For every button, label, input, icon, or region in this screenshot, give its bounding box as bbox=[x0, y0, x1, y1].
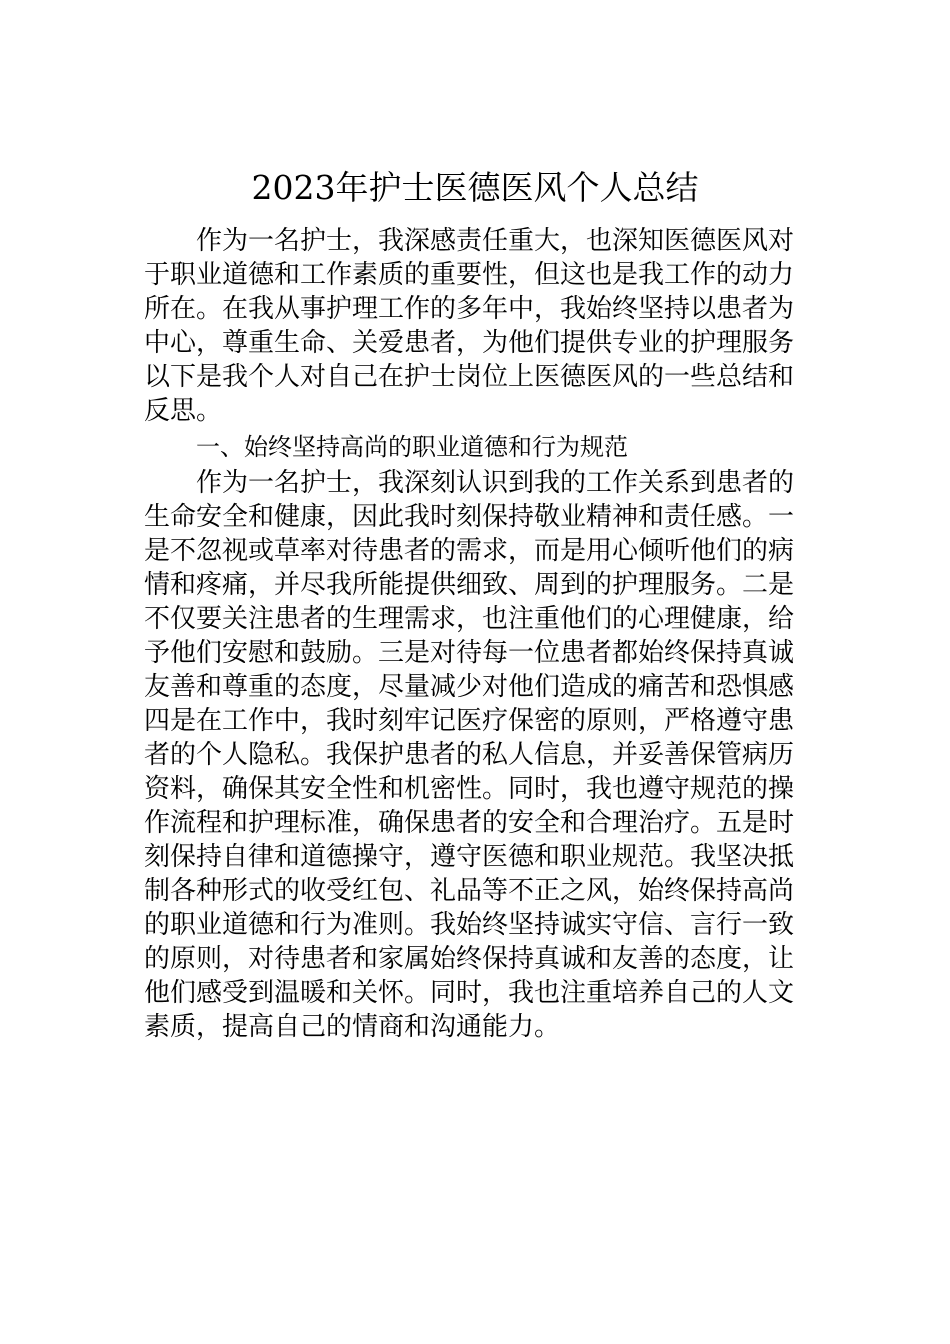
text-line: 素质，提高自己的情商和沟通能力。 bbox=[144, 1012, 561, 1042]
text-line: 于职业道德和工作素质的重要性，但这也是我工作的动力 bbox=[144, 260, 795, 290]
section-heading: 一、始终坚持高尚的职业道德和行为规范 bbox=[196, 433, 628, 461]
text-line: 作流程和护理标准，确保患者的安全和合理治疗。五是时 bbox=[144, 808, 795, 838]
text-line: 以下是我个人对自己在护士岗位上医德医风的一些总结和 bbox=[144, 362, 795, 392]
text-line: 他们感受到温暖和关怀。同时，我也注重培养自己的人文 bbox=[144, 978, 795, 1008]
text-line: 的原则，对待患者和家属始终保持真诚和友善的态度，让 bbox=[144, 944, 795, 974]
text-line: 是不忽视或草率对待患者的需求，而是用心倾听他们的病 bbox=[144, 536, 795, 566]
text-line: 予他们安慰和鼓励。三是对待每一位患者都始终保持真诚 bbox=[144, 638, 795, 668]
text-line: 资料，确保其安全性和机密性。同时，我也遵守规范的操 bbox=[144, 774, 795, 804]
text-line: 反思。 bbox=[144, 396, 223, 426]
text-line: 刻保持自律和道德操守，遵守医德和职业规范。我坚决抵 bbox=[144, 842, 795, 872]
text-line: 中心，尊重生命、关爱患者，为他们提供专业的护理服务 bbox=[144, 328, 795, 358]
text-line: 不仅要关注患者的生理需求，也注重他们的心理健康，给 bbox=[144, 604, 795, 634]
text-line: 四是在工作中，我时刻牢记医疗保密的原则，严格遵守患 bbox=[144, 706, 795, 736]
text-line: 者的个人隐私。我保护患者的私人信息，并妥善保管病历 bbox=[144, 740, 795, 770]
text-line: 作为一名护士，我深刻认识到我的工作关系到患者的 bbox=[196, 468, 795, 498]
text-line: 的职业道德和行为准则。我始终坚持诚实守信、言行一致 bbox=[144, 910, 795, 940]
text-line: 所在。在我从事护理工作的多年中，我始终坚持以患者为 bbox=[144, 294, 795, 324]
document-title: 2023年护士医德医风个人总结 bbox=[251, 168, 699, 207]
text-line: 情和疼痛，并尽我所能提供细致、周到的护理服务。二是 bbox=[144, 570, 795, 600]
text-line: 制各种形式的收受红包、礼品等不正之风，始终保持高尚 bbox=[144, 876, 795, 906]
text-line: 生命安全和健康，因此我时刻保持敬业精神和责任感。一 bbox=[144, 502, 795, 532]
text-line: 作为一名护士，我深感责任重大，也深知医德医风对 bbox=[196, 226, 795, 256]
text-line: 友善和尊重的态度，尽量减少对他们造成的痛苦和恐惧感 bbox=[144, 672, 795, 702]
